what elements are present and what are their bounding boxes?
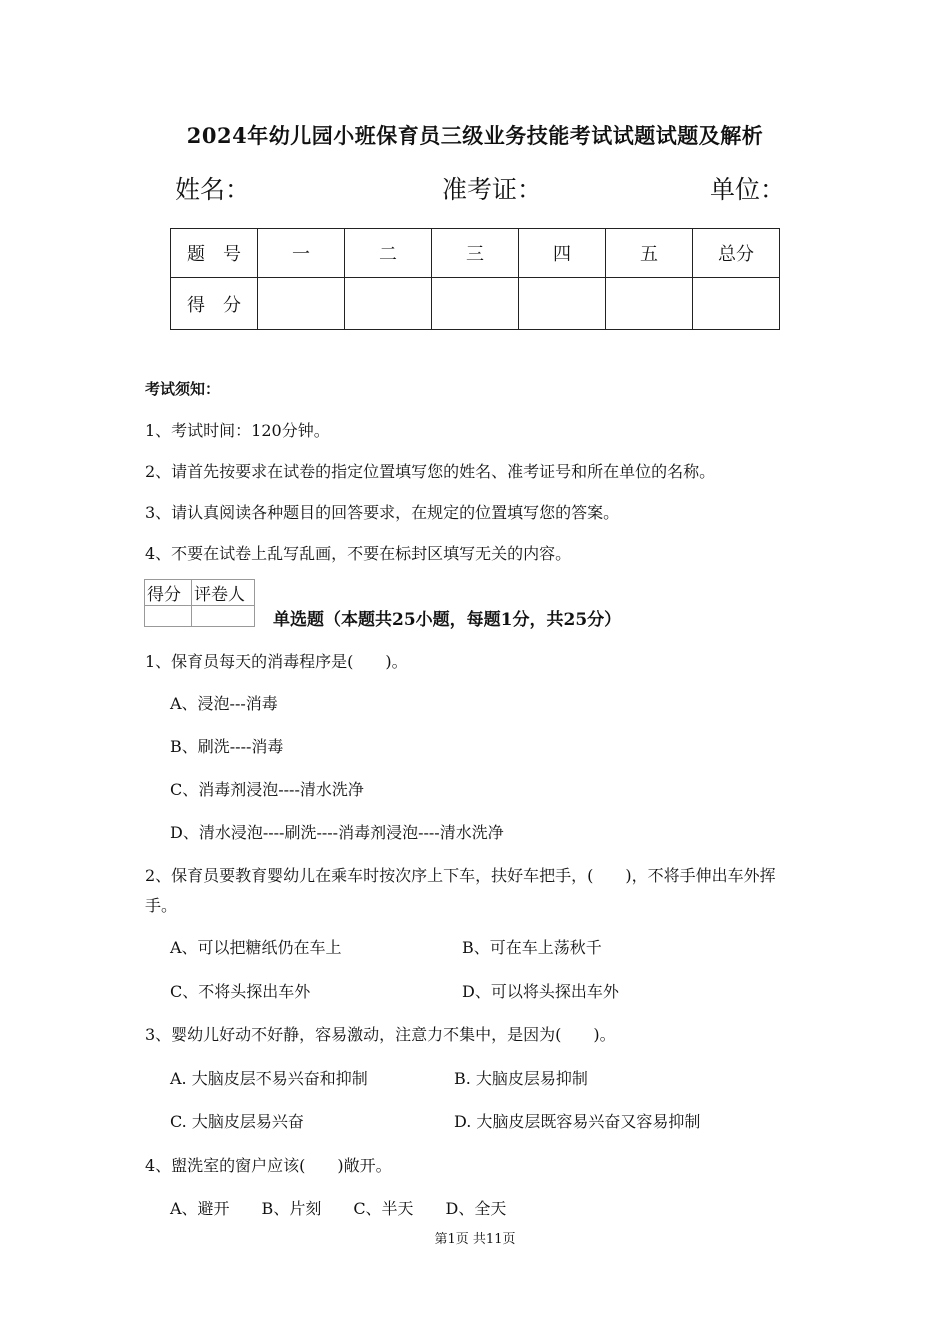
question-option: B、可在车上荡秋千: [462, 938, 602, 957]
question-option: A、浸泡---消毒: [170, 694, 278, 713]
question-option: A. 大脑皮层不易兴奋和抑制: [170, 1069, 368, 1088]
grader-name-cell[interactable]: [192, 606, 255, 627]
question-option: C. 大脑皮层易兴奋: [170, 1112, 304, 1131]
score-input-cell[interactable]: [519, 278, 606, 330]
score-header-cell: 四: [519, 229, 606, 278]
grader-name-label: 评卷人: [192, 580, 255, 606]
notice-item: 1、考试时间：120分钟。: [145, 421, 330, 440]
question-option: D、可以将头探出车外: [462, 982, 619, 1001]
question-option: B、刷洗----消毒: [170, 737, 284, 756]
score-input-cell[interactable]: [606, 278, 693, 330]
name-label: 姓名：: [175, 175, 251, 204]
section-title: 单选题（本题共25小题，每题1分，共25分）: [273, 610, 622, 630]
grader-score-label: 得分: [145, 580, 192, 606]
score-table-score-row: [171, 278, 780, 330]
grader-score-cell[interactable]: [145, 606, 192, 627]
question-option: C、消毒剂浸泡----清水洗净: [170, 780, 364, 799]
question-stem-continued: 手。: [145, 896, 178, 915]
score-header-cell: 总分: [693, 229, 780, 278]
question-stem: 2、保育员要教育婴幼儿在乘车时按次序上下车，扶好车把手，( )，不将手伸出车外挥: [145, 866, 776, 885]
exam-id-label: 准考证：: [442, 175, 543, 204]
score-input-cell[interactable]: [258, 278, 345, 330]
score-header-cell: 五: [606, 229, 693, 278]
score-header-cell: 一: [258, 229, 345, 278]
score-table: [170, 228, 780, 330]
question-stem: 4、盥洗室的窗户应该( )敞开。: [145, 1156, 392, 1175]
question-options: A、避开 B、片刻 C、半天 D、全天: [170, 1199, 507, 1218]
question-stem: 1、保育员每天的消毒程序是( )。: [145, 652, 408, 671]
question-stem: 3、婴幼儿好动不好静，容易激动，注意力不集中，是因为( )。: [145, 1025, 616, 1044]
unit-label: 单位：: [710, 175, 786, 204]
question-option: B. 大脑皮层易抑制: [454, 1069, 588, 1088]
question-option: D. 大脑皮层既容易兴奋又容易抑制: [454, 1112, 701, 1131]
score-input-cell[interactable]: [432, 278, 519, 330]
question-option: A、可以把糖纸仍在车上: [170, 938, 342, 957]
score-header-cell: 题 号: [171, 229, 258, 278]
notice-item: 2、请首先按要求在试卷的指定位置填写您的姓名、准考证号和所在单位的名称。: [145, 462, 716, 481]
score-table-header-row: [171, 229, 780, 278]
score-input-cell[interactable]: [693, 278, 780, 330]
score-input-cell[interactable]: [345, 278, 432, 330]
question-option: D、清水浸泡----刷洗----消毒剂浸泡----清水洗净: [170, 823, 504, 842]
notice-heading: 考试须知：: [145, 380, 221, 398]
document-title: 2024年幼儿园小班保育员三级业务技能考试试题试题及解析: [186, 123, 764, 148]
notice-item: 3、请认真阅读各种题目的回答要求，在规定的位置填写您的答案。: [145, 503, 620, 522]
score-row-label: 得 分: [171, 278, 258, 330]
grader-box: [144, 579, 255, 627]
page-footer: 第1页 共11页: [434, 1232, 516, 1247]
question-option: C、不将头探出车外: [170, 982, 311, 1001]
score-header-cell: 二: [345, 229, 432, 278]
score-header-cell: 三: [432, 229, 519, 278]
notice-item: 4、不要在试卷上乱写乱画，不要在标封区填写无关的内容。: [145, 544, 572, 563]
